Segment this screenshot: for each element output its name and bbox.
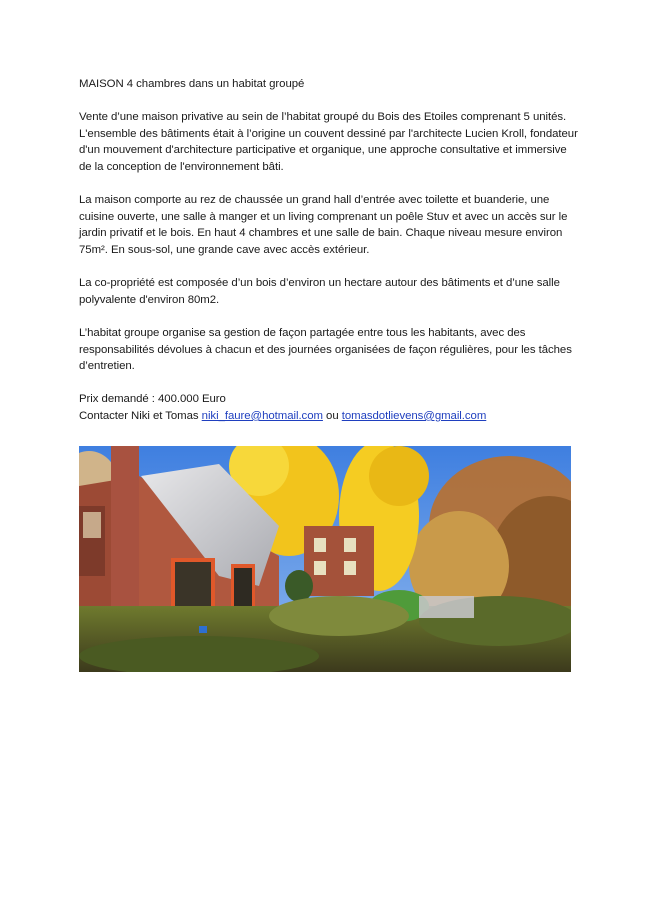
email-link-tomas[interactable]: tomasdotlievens@gmail.com	[341, 409, 487, 422]
contact-prefix: Contacter Niki et Tomas	[79, 409, 202, 422]
paragraph-management: L’habitat groupe organise sa gestion de façon partagée entre tous les habitants, avec des responsabilités dévolues à chacun et des journées organisées de façon régulières, pour les tâches d’entretien.	[79, 326, 572, 373]
price-line: Prix demandé : 400.000 Euro	[79, 393, 226, 406]
document-body	[79, 76, 579, 424]
contact-line	[79, 408, 579, 425]
house-photo	[79, 446, 571, 672]
paragraph-coownership: La co-propriété est composée d’un bois d’environ un hectare autour des bâtiments et d’une salle polyvalente d'environ 80m2.	[79, 277, 560, 306]
paragraph-intro: Vente d’une maison privative au sein de l’habitat groupé du Bois des Etoiles comprenant 5 unités. L'ensemble des bâtiments était à l’origine un couvent dessiné par l'architecte Lucien Kroll, fondateur d'un mouvement d'architecture participative et organique, une approche consultative et immersive de la conception de l'environnement bâti.	[79, 111, 578, 173]
paragraph-layout: La maison comporte au rez de chaussée un grand hall d’entrée avec toilette et buanderie, une cuisine ouverte, une salle à manger et un living comprenant un poêle Stuv et avec un accès sur le jardin privatif et le bois. En haut 4 chambres et une salle de bain. Chaque niveau mesure environ 75m². En sous-sol, une grande cave avec accès extérieur.	[79, 194, 568, 256]
email-link-niki[interactable]: niki_faure@hotmail.com	[201, 409, 323, 422]
contact-separator: ou	[322, 409, 342, 422]
document-title: MAISON 4 chambres dans un habitat groupé	[79, 78, 305, 90]
